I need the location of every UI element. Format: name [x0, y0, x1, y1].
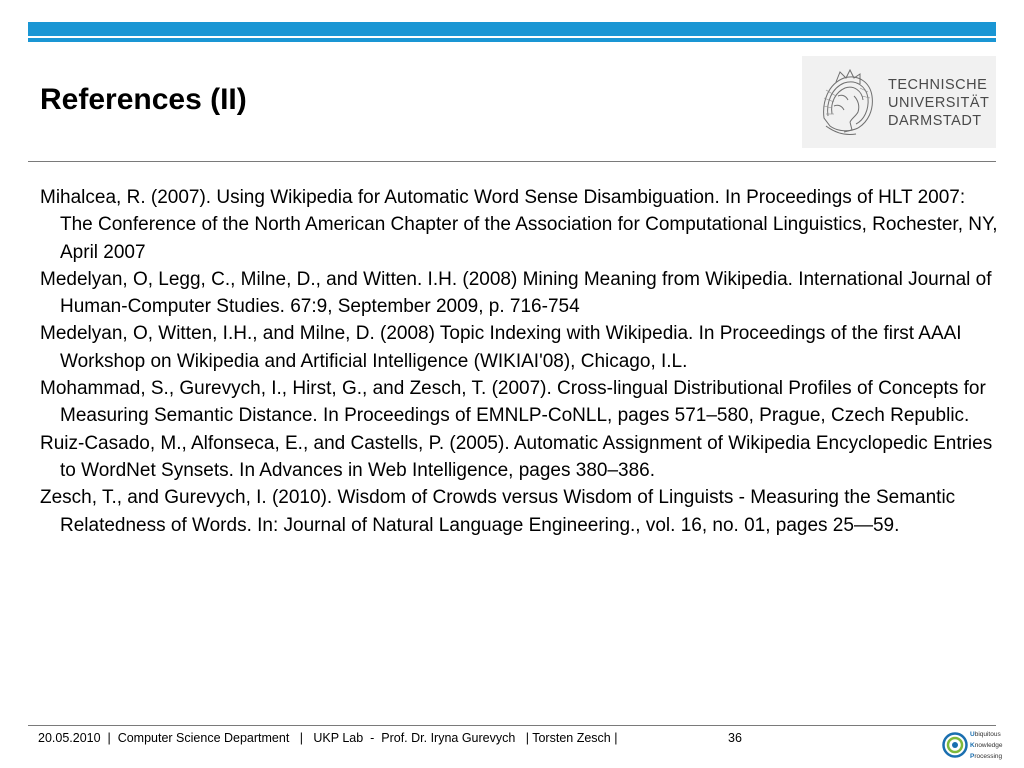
- athena-emblem-icon: [814, 66, 878, 138]
- reference-list: [40, 184, 1000, 539]
- title-divider: [28, 161, 996, 162]
- slide-title: References (II): [40, 83, 247, 116]
- ukp-word-processing: Processing: [970, 753, 1003, 760]
- footer-text: 20.05.2010 | Computer Science Department | UKP Lab - Prof. Dr. Iryna Gurevych | Torsten Zesch |: [38, 731, 618, 745]
- university-name: [888, 76, 989, 130]
- footer-divider: [28, 725, 996, 726]
- university-name-line-1: TECHNISCHE: [888, 77, 988, 93]
- reference-item: Mihalcea, R. (2007). Using Wikipedia for Automatic Word Sense Disambiguation. In Proceedings of HLT 2007: The Conference of the North American Chapter of the Association for Computational Linguistics, Rochester, NY, April 2007: [40, 187, 998, 263]
- ukp-circle-icon: [942, 732, 968, 758]
- university-name-line-2: UNIVERSITÄT: [888, 95, 990, 111]
- reference-item: Mohammad, S., Gurevych, I., Hirst, G., and Zesch, T. (2007). Cross-lingual Distributional Profiles of Concepts for Measuring Semantic Distance. In Proceedings of EMNLP-CoNLL, pages 571–580, Prague, Czech Republic.: [40, 378, 986, 427]
- ukp-word-knowledge: Knowledge: [970, 742, 1003, 749]
- reference-item: Zesch, T., and Gurevych, I. (2010). Wisdom of Crowds versus Wisdom of Linguists - Measuring the Semantic Relatedness of Words. In: Journal of Natural Language Engineering., vol. 16, no. 01, pages 25—59.: [40, 487, 956, 536]
- university-logo: [802, 56, 996, 148]
- top-accent-bar: [28, 22, 996, 36]
- reference-item: Medelyan, O, Legg, C., Milne, D., and Witten. I.H. (2008) Mining Meaning from Wikipedia. International Journal of Human-Computer Studies. 67:9, September 2009, p. 716-754: [40, 268, 992, 318]
- ukp-word-ubiquitous: Ubiquitous: [970, 731, 1001, 738]
- reference-item: Ruiz-Casado, M., Alfonseca, E., and Castells, P. (2005). Automatic Assignment of Wikipedia Encyclopedic Entries to WordNet Synsets. In Advances in Web Intelligence, pages 380–386.: [40, 432, 993, 481]
- ukp-logo: [942, 728, 1003, 764]
- page-number: 36: [728, 731, 742, 745]
- reference-item: Medelyan, O, Witten, I.H., and Milne, D. (2008) Topic Indexing with Wikipedia. In Proceedings of the first AAAI Workshop on Wikipedia and Artificial Intelligence (WIKIAI'08), Chicago, I.L.: [40, 323, 962, 372]
- university-name-line-3: DARMSTADT: [888, 113, 982, 129]
- ukp-wordmark: [970, 729, 1003, 762]
- top-accent-line: [28, 38, 996, 42]
